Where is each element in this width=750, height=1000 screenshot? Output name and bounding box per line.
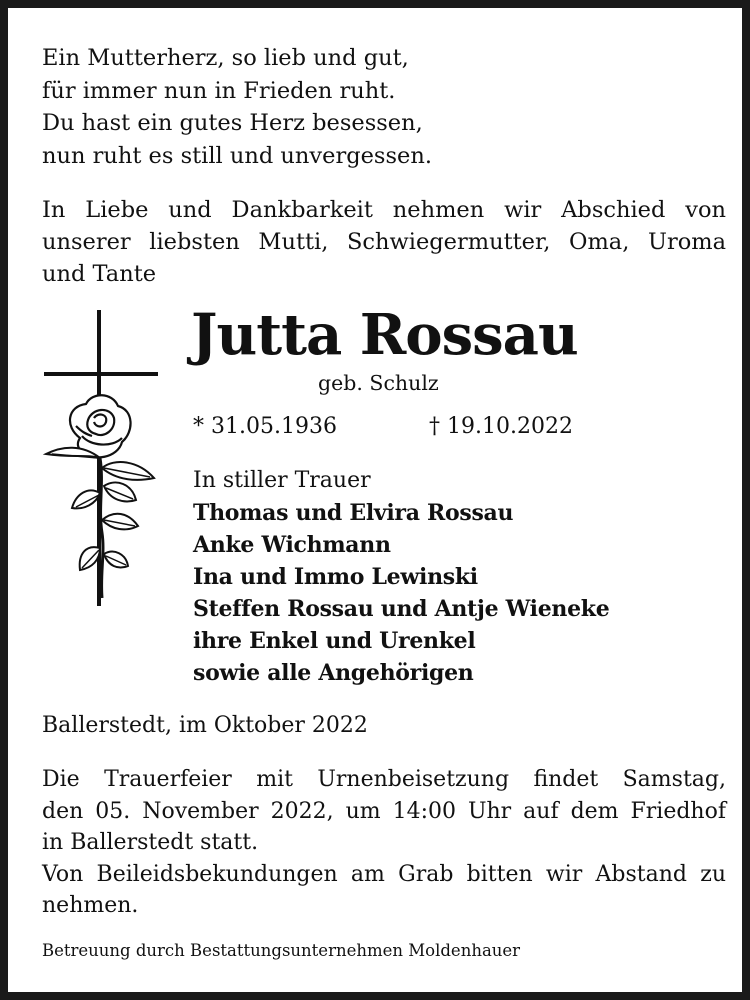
mourner-name: Thomas und Elvira Rossau <box>193 500 514 526</box>
death-date: † 19.10.2022 <box>429 414 573 439</box>
undertaker-credit: Betreuung durch Bestattungsunternehmen Moldenhauer <box>42 941 521 960</box>
mourner-name: Anke Wichmann <box>193 532 391 558</box>
intro-line: In Liebe und Dankbarkeit nehmen wir Abschied von <box>42 197 726 223</box>
funeral-line: den 05. November 2022, um 14:00 Uhr auf dem Friedhof <box>42 798 726 824</box>
poem-line: Du hast ein gutes Herz besessen, <box>42 110 423 136</box>
farewell-intro <box>42 194 726 290</box>
poem-line: Ein Mutterherz, so lieb und gut, <box>42 45 409 71</box>
funeral-line: nehmen. <box>42 893 139 918</box>
mourner-name: sowie alle Angehörigen <box>193 660 474 686</box>
funeral-line: Von Beileidsbekundungen am Grab bitten wir Abstand zu <box>42 861 726 887</box>
intro-line: und Tante <box>42 261 157 287</box>
life-dates <box>193 412 573 442</box>
mourners-intro: In stiller Trauer <box>193 468 371 493</box>
maiden-name: geb. Schulz <box>318 371 439 395</box>
cross-rose-icon <box>42 308 160 608</box>
funeral-line: in Ballerstedt statt. <box>42 830 259 855</box>
mourners <box>193 465 609 689</box>
birth-date: * 31.05.1936 <box>193 414 337 439</box>
intro-line: unserer liebsten Mutti, Schwiegermutter, Oma, Uroma <box>42 229 726 255</box>
mourner-name: Ina und Immo Lewinski <box>193 564 478 590</box>
mourner-name: ihre Enkel und Urenkel <box>193 628 476 654</box>
poem-line: für immer nun in Frieden ruht. <box>42 77 396 104</box>
place-date: Ballerstedt, im Oktober 2022 <box>42 713 368 738</box>
funeral-notice <box>42 764 726 922</box>
poem-line: nun ruht es still und unvergessen. <box>42 142 432 169</box>
mourner-name: Steffen Rossau und Antje Wieneke <box>193 596 610 622</box>
deceased-name: Jutta Rossau <box>191 302 578 368</box>
funeral-line: Die Trauerfeier mit Urnenbeisetzung findet Samstag, <box>42 767 726 792</box>
poem <box>42 42 726 172</box>
